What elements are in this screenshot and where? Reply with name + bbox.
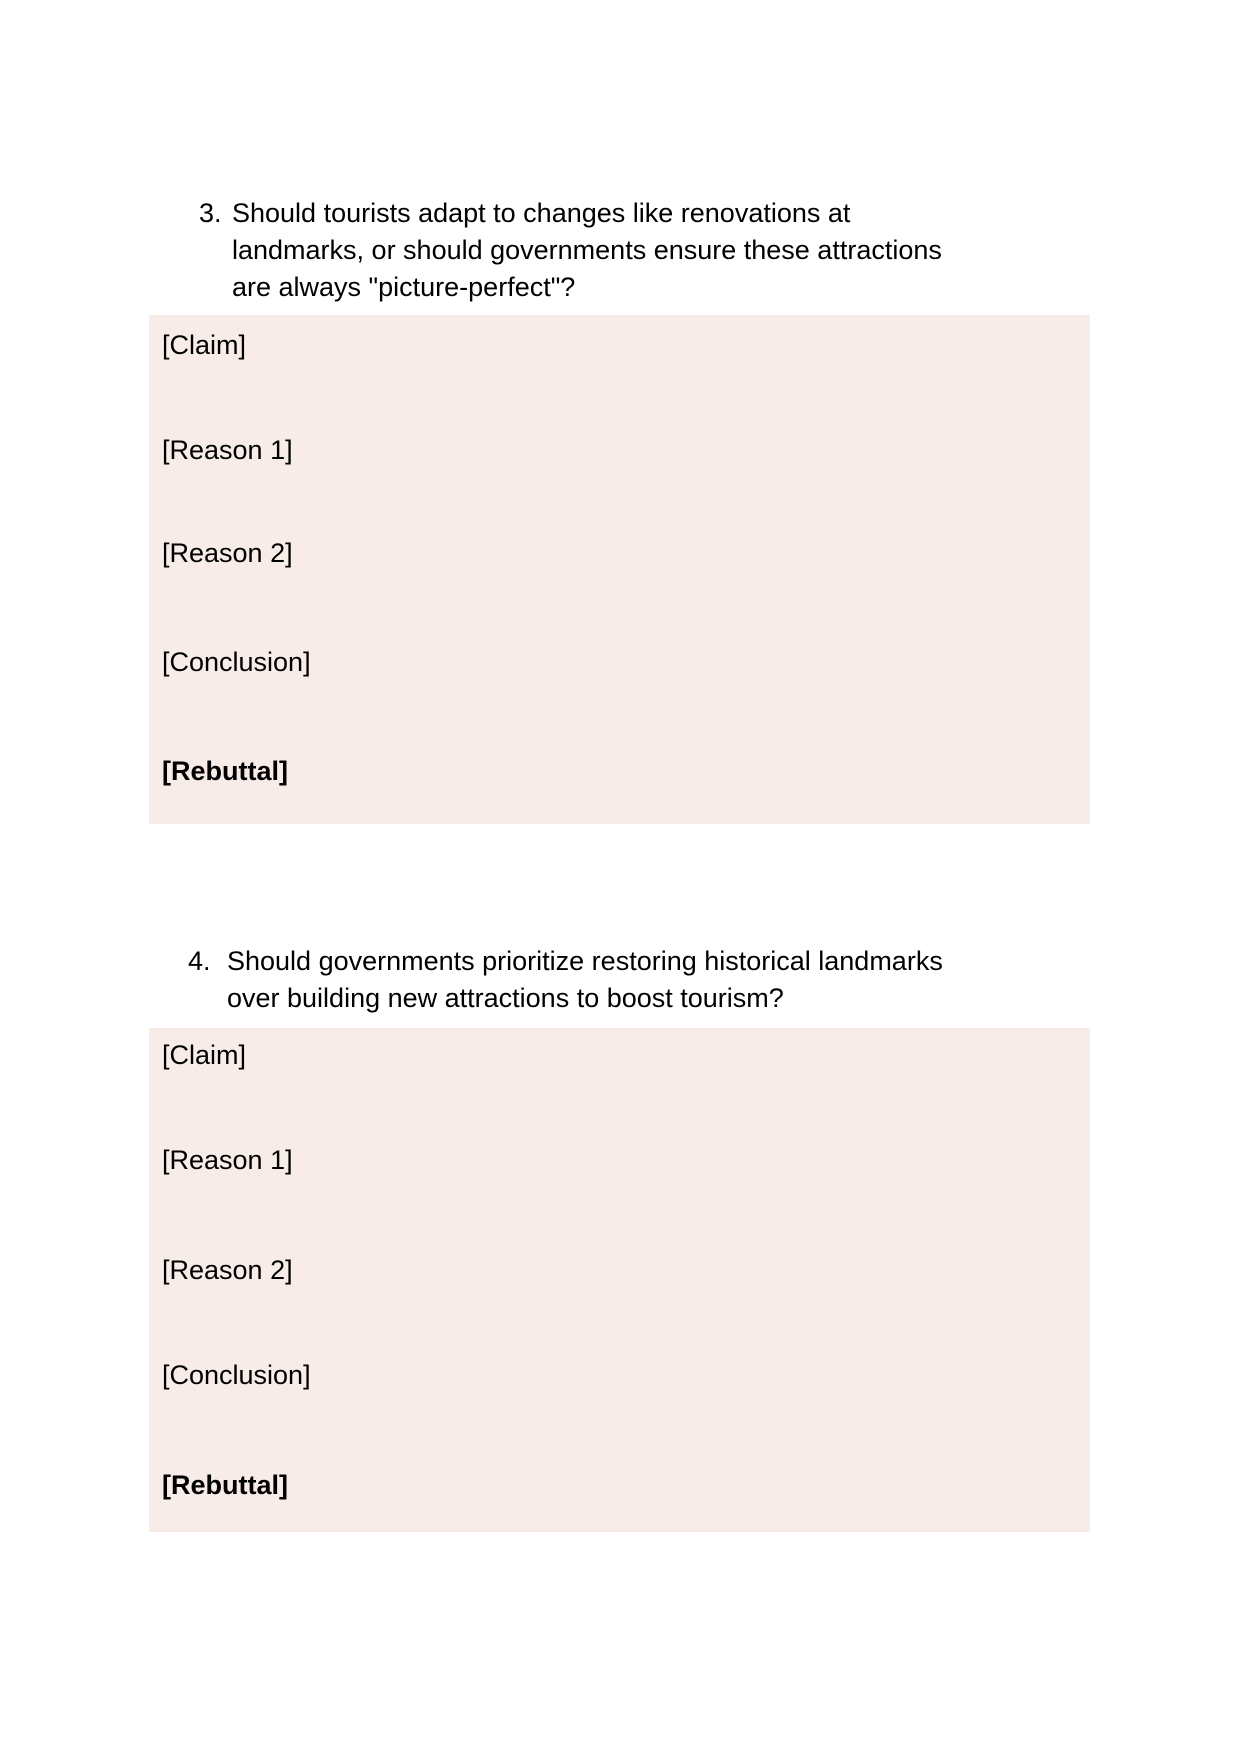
answer-box-question-4[interactable]	[149, 1028, 1090, 1532]
question-3-line-1: Should tourists adapt to changes like renovations at	[232, 198, 851, 228]
rebuttal-label: [Rebuttal]	[162, 756, 288, 786]
question-4	[188, 943, 943, 1017]
reason-1-label: [Reason 1]	[162, 1145, 293, 1175]
reason-2-label: [Reason 2]	[162, 538, 293, 568]
question-3-line-3: are always "picture-perfect"?	[232, 272, 576, 302]
rebuttal-label: [Rebuttal]	[162, 1470, 288, 1500]
question-3-text	[232, 195, 942, 306]
reason-2-label: [Reason 2]	[162, 1255, 293, 1285]
question-3-number: 3.	[199, 198, 222, 228]
question-4-line-2: over building new attractions to boost tourism?	[227, 983, 784, 1013]
claim-label: [Claim]	[162, 330, 247, 360]
question-3-line-2: landmarks, or should governments ensure these attractions	[232, 235, 942, 265]
question-4-number: 4.	[188, 946, 211, 976]
claim-label: [Claim]	[162, 1040, 247, 1070]
answer-box-question-3[interactable]	[149, 315, 1090, 824]
conclusion-label: [Conclusion]	[162, 647, 311, 677]
question-4-line-1: Should governments prioritize restoring historical landmarks	[227, 946, 943, 976]
conclusion-label: [Conclusion]	[162, 1360, 311, 1390]
question-4-text	[227, 943, 943, 1017]
reason-1-label: [Reason 1]	[162, 435, 293, 465]
question-3	[199, 195, 942, 306]
